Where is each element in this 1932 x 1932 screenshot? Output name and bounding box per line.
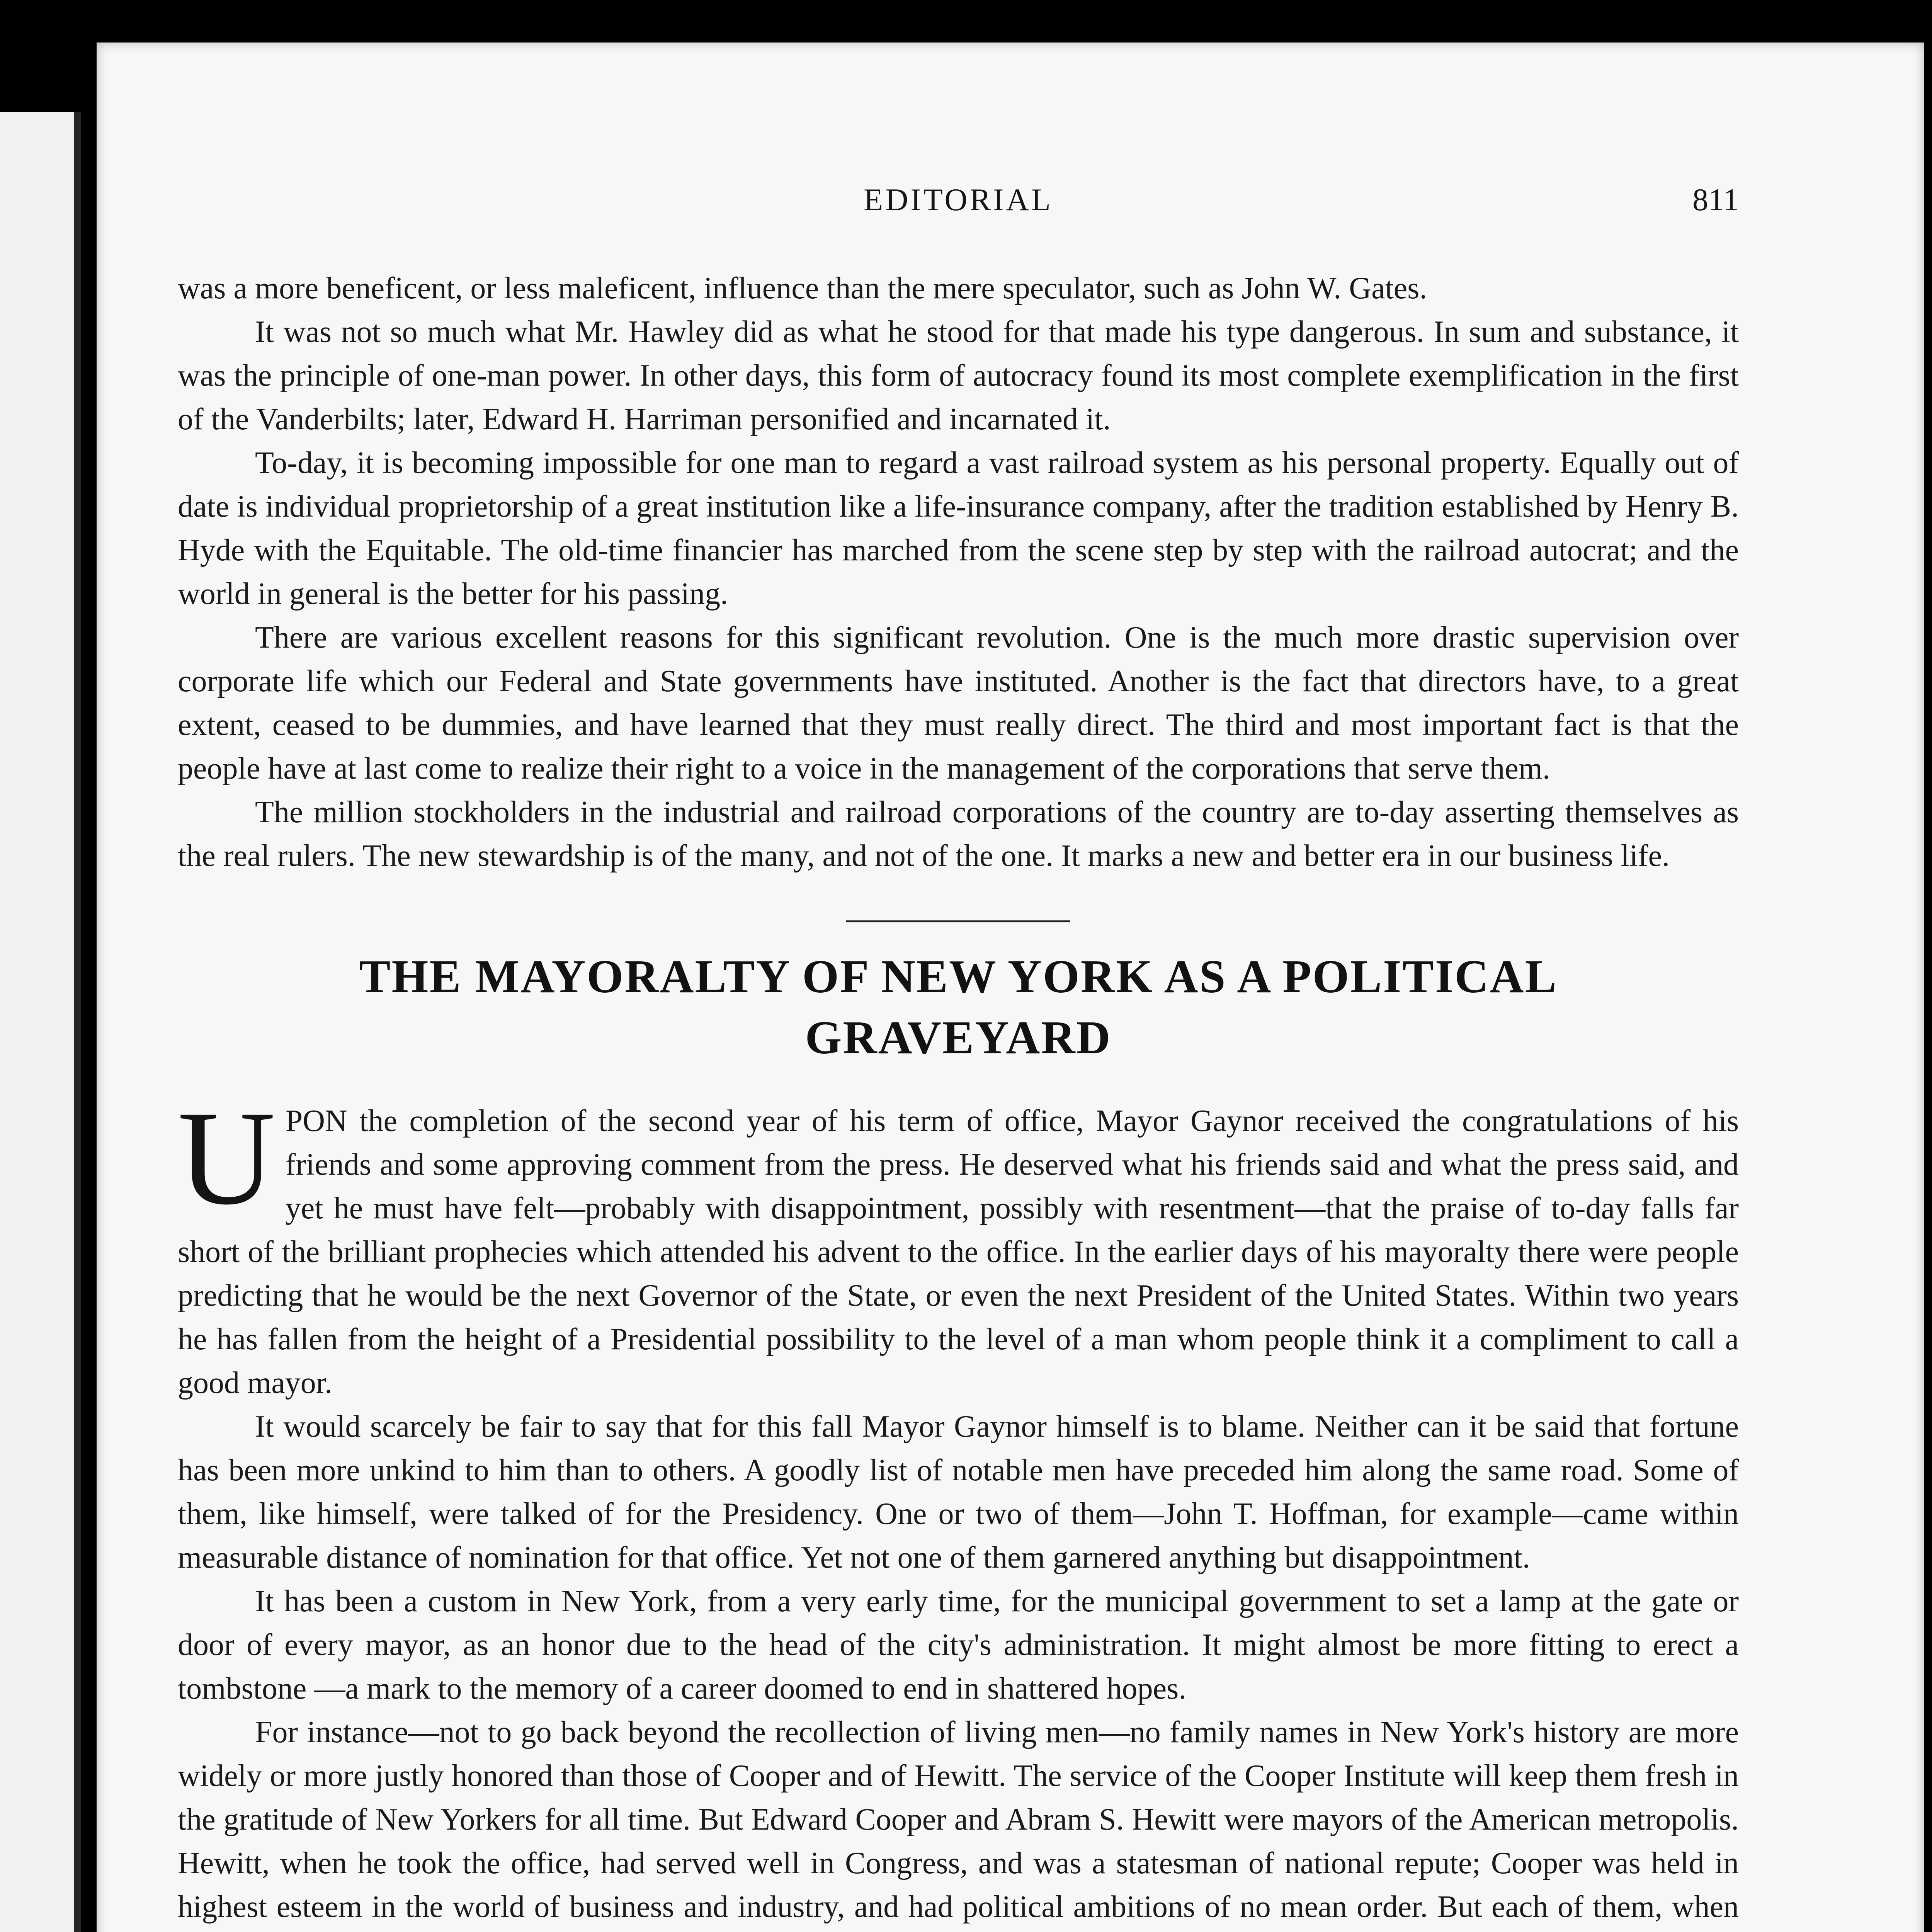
- article-title: [178, 946, 1739, 1068]
- article-title-line: GRAVEYARD: [805, 1012, 1112, 1064]
- article-title-line: THE MAYORALTY OF NEW YORK AS A POLITICAL: [359, 951, 1558, 1003]
- paragraph: To-day, it is becoming impossible for one man to regard a vast railroad system as his personal property. Equally out of date is individual proprietorship of a great institution like a life-insurance company, after the tradition established by Henry B. Hyde with the Equitable. The old-time financier has marched from the scene step by step with the railroad autocrat; and the world in general is the better for his passing.: [178, 446, 1739, 611]
- page-header: [178, 182, 1739, 228]
- lead-paragraph: [178, 1083, 1739, 1405]
- adjacent-page-edge: [0, 112, 81, 1932]
- paragraph: There are various excellent reasons for this significant revolution. One is the much more drastic supervision over corporate life which our Federal and State governments have instituted. Another is the fact that directors have, to a great extent, ceased to be dummies, and have learned that they must really direct. The third and most important fact is that the people have at last come to realize their right to a voice in the management of the corporations that serve them.: [178, 621, 1739, 786]
- paragraph: For instance—not to go back beyond the recollection of living men—no family names in New York's history are more widely or more justly honored than those of Cooper and of Hewitt. The service of the Cooper Institute will keep them fresh in the gratitude of New Yorkers for all time. But Edward Cooper and Abram S. Hewitt were mayors of the American metropolis. Hewitt, when he took the office, had served well in Congress, and was a statesman of national repute; Cooper was held in highest esteem in the world of business and industry, and had political ambitions of no mean order. But each of them, when: [178, 1715, 1739, 1924]
- paragraph: It was not so much what Mr. Hawley did as what he stood for that made his type dangerous. In sum and substance, it was the principle of one-man power. In other days, this form of autocracy found its most complete exemplification in the first of the Vanderbilts; later, Edward H. Harriman personified and incarnated it.: [178, 315, 1739, 436]
- drop-cap: U: [178, 1083, 276, 1233]
- paragraph: It would scarcely be fair to say that for this fall Mayor Gaynor himself is to blame. Neither can it be said that fortune has been more unkind to him than to others. A goodly list of notable men have preceded him along the same road. Some of them, like himself, were talked of for the Presidency. One or two of them—John T. Hoffman, for example—came within measurable distance of nomination for that office. Yet not one of them garnered anything but disappointment.: [178, 1410, 1739, 1575]
- page-body: [178, 267, 1739, 1932]
- paragraph: The million stockholders in the industrial and railroad corporations of the country are to-day asserting themselves as the real rulers. The new stewardship is of the many, and not of the one. It marks a new and better era in our business life.: [178, 795, 1739, 873]
- article-mayoralty: [178, 946, 1739, 1932]
- section-divider: [846, 920, 1070, 922]
- article-continued: [178, 267, 1739, 878]
- book-gutter: [74, 112, 81, 1932]
- page-number: 811: [1692, 182, 1739, 217]
- running-head: EDITORIAL: [864, 182, 1053, 217]
- paragraph: was a more beneficent, or less maleficent, influence than the mere speculator, such as John W. Gates.: [178, 271, 1427, 305]
- paragraph: It has been a custom in New York, from a very early time, for the municipal government to set a lamp at the gate or door of every mayor, as an honor due to the head of the city's administration. It might almost be more fitting to erect a tombstone —a mark to the memory of a career doomed to end in shattered hopes.: [178, 1584, 1739, 1706]
- lead-paragraph-text: PON the completion of the second year of his term of office, Mayor Gaynor received the congratulations of his friends and some approving comment from the press. He deserved what his friends said and what the press said, and yet he must have felt—probably with disappointment, possibly with resentment—that the praise of to-day falls far short of the brilliant prophecies which attended his advent to the office. In the earlier days of his mayoralty there were people predicting that he would be the next Governor of the State, or even the next President of the United States. Within two years he has fallen from the height of a Presidential possibility to the level of a man whom people think it a compliment to call a good mayor.: [178, 1104, 1739, 1400]
